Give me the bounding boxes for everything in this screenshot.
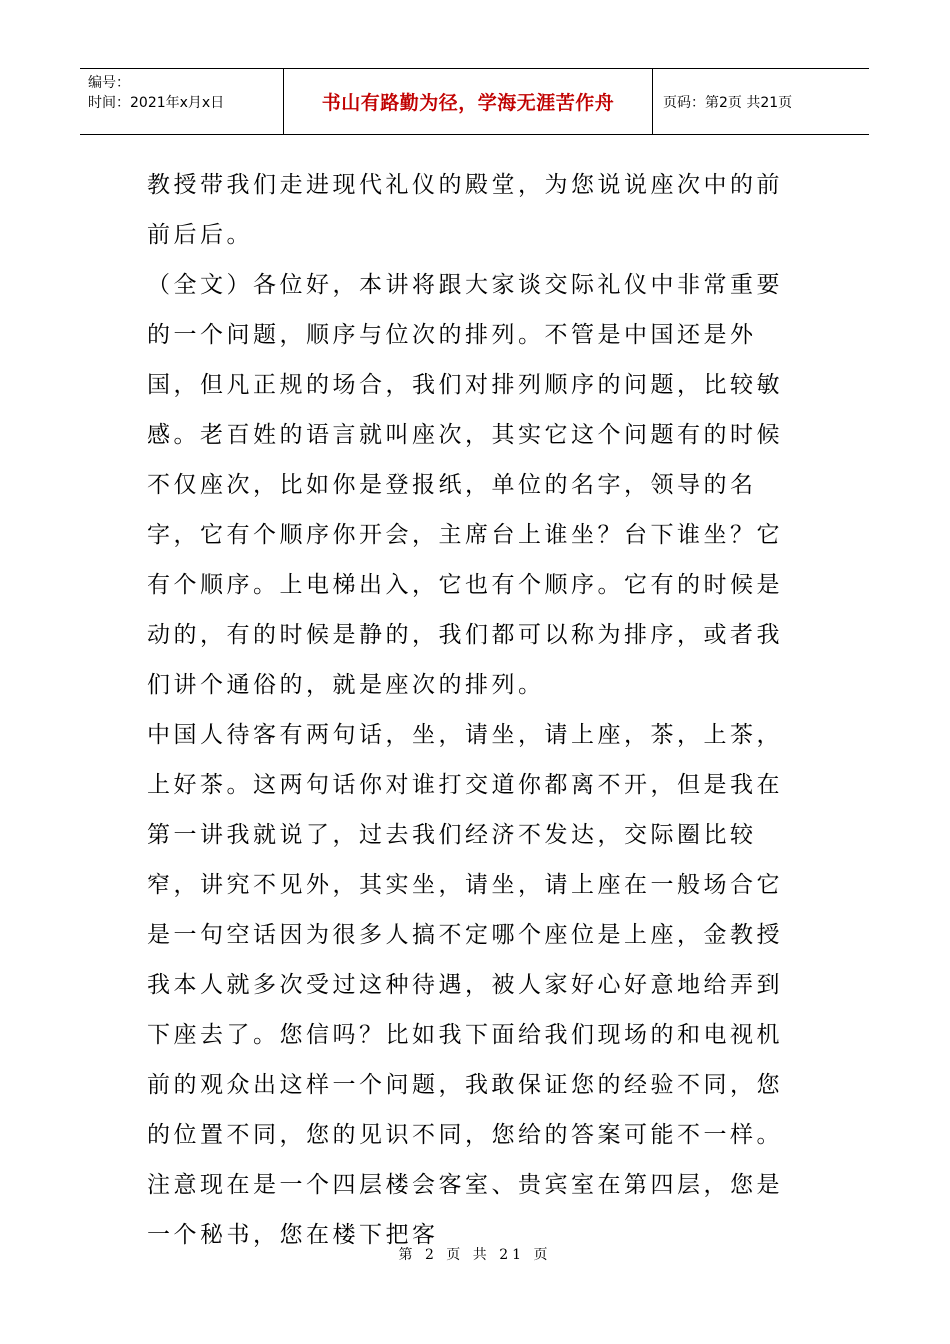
page-header: [80, 68, 869, 135]
paragraph: （全文）各位好，本讲将跟大家谈交际礼仪中非常重要的一个问题，顺序与位次的排列。不管是中国还是外国，但凡正规的场合，我们对排列顺序的问题，比较敏感。老百姓的语言就叫座次，其实它这个问题有的时候不仅座次，比如你是登报纸，单位的名字，领导的名字，它有个顺序你开会，主席台上谁坐？台下谁坐？它有个顺序。上电梯出入，它也有个顺序。它有的时候是动的，有的时候是静的，我们都可以称为排序，或者我们讲个通俗的，就是座次的排列。: [147, 272, 783, 698]
header-motto: 书山有路勤为径，学海无涯苦作舟: [321, 92, 615, 114]
doc-number-label: 编号：: [88, 75, 130, 91]
header-meta: [80, 69, 283, 134]
paragraph: 教授带我们走进现代礼仪的殿堂，为您说说座次中的前前后后。: [147, 172, 783, 248]
page-footer: 第 2 页 共 21 页: [398, 1247, 552, 1263]
header-motto-cell: [283, 69, 653, 134]
document-body: [147, 160, 807, 1260]
paragraph: 中国人待客有两句话，坐，请坐，请上座，茶，上茶，上好茶。这两句话你对谁打交道你都离不开，但是我在第一讲我就说了，过去我们经济不发达，交际圈比较窄，讲究不见外，其实坐，请坐，请上座在一般场合它是一句空话因为很多人搞不定哪个座位是上座，金教授我本人就多次受过这种待遇，被人家好心好意地给弄到下座去了。您信吗？比如我下面给我们现场的和电视机前的观众出这样一个问题，我敢保证您的经验不同，您的位置不同，您的见识不同，您给的答案可能不一样。注意现在是一个四层楼会客室、贵宾室在第四层，您是一个秘书，您在楼下把客: [147, 722, 783, 1248]
header-page-code: 页码：第2页 共21页: [663, 94, 793, 111]
header-page-code-cell: [653, 69, 869, 134]
time-label: 时间：2021年x月x日: [88, 95, 225, 111]
